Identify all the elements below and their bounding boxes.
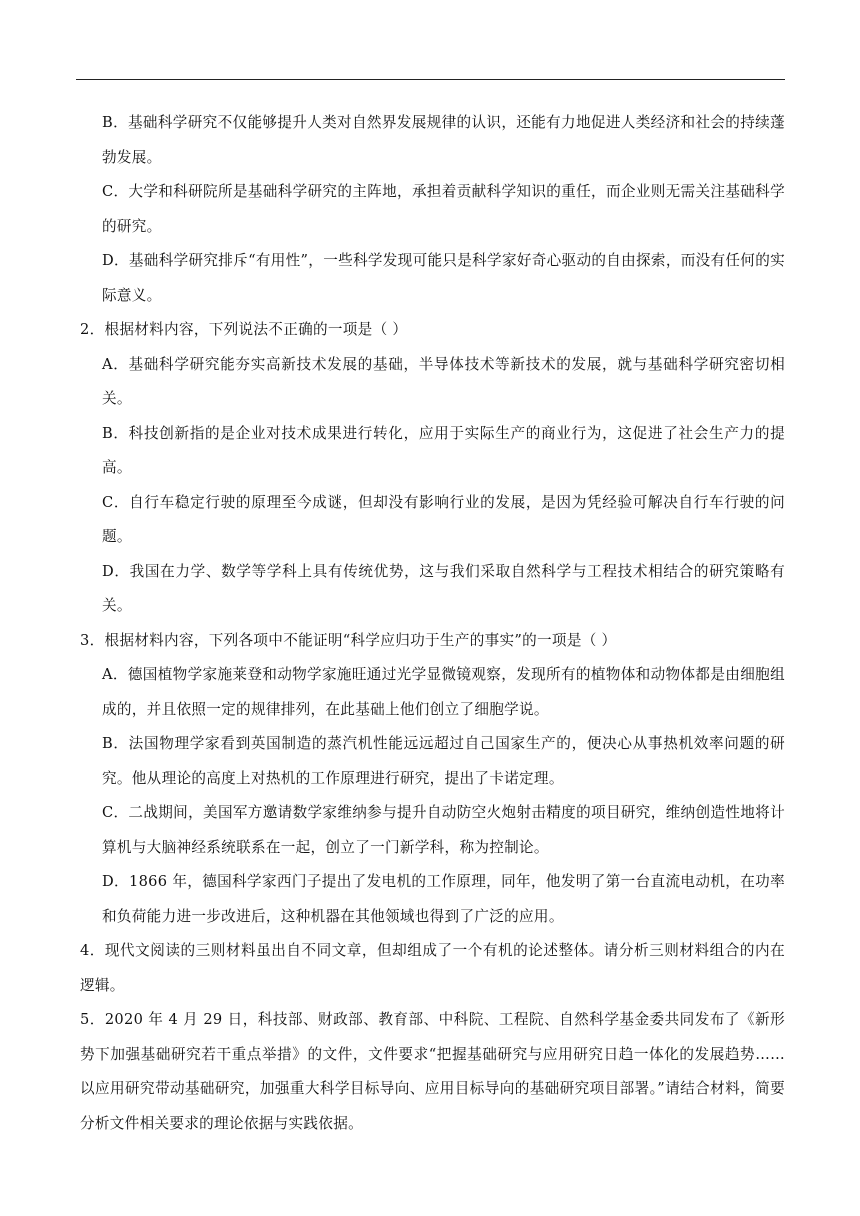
q4-text: 4．现代文阅读的三则材料虽出自不同文章，但却组成了一个有机的论述整体。请分析三则材料组合的内在逻辑。: [80, 942, 785, 994]
q2-option-c: C．自行车稳定行驶的原理至今成谜，但却没有影响行业的发展，是因为凭经验可解决自行车行驶的问题。: [102, 493, 785, 545]
document-body: [76, 106, 785, 1141]
q5-text: 5．2020 年 4 月 29 日，科技部、财政部、教育部、中科院、工程院、自然科学基金委共同发布了《新形势下加强基础研究若干重点举措》的文件，文件要求“把握基础研究与应用研究日趋一体化的发展趋势……以应用研究带动基础研究，加强重大科学目标导向、应用目标导向的基础研究项目部署。”请结合材料，简要分析文件相关要求的理论依据与实践依据。: [80, 1011, 785, 1132]
q3-option-c: C．二战期间，美国军方邀请数学家维纳参与提升自动防空火炮射击精度的项目研究，维纳创造性地将计算机与大脑神经系统联系在一起，创立了一门新学科，称为控制论。: [102, 804, 785, 856]
q2-stem: 2．根据材料内容，下列说法不正确的一项是（ ）: [80, 321, 408, 338]
q1-option-b: B．基础科学研究不仅能够提升人类对自然界发展规律的认识，还能有力地促进人类经济和社会的持续蓬勃发展。: [102, 114, 785, 166]
q3-option-d: D．1866 年，德国科学家西门子提出了发电机的工作原理，同年，他发明了第一台直流电动机，在功率和负荷能力进一步改进后，这种机器在其他领域也得到了广泛的应用。: [102, 873, 785, 925]
q1-option-d: D．基础科学研究排斥“有用性”，一些科学发现可能只是科学家好奇心驱动的自由探索，而没有任何的实际意义。: [102, 252, 785, 304]
q3-stem: 3．根据材料内容，下列各项中不能证明“科学应归功于生产的事实”的一项是（ ）: [80, 631, 617, 649]
q3-option-b: B．法国物理学家看到英国制造的蒸汽机性能远远超过自己国家生产的，便决心从事热机效率问题的研究。他从理论的高度上对热机的工作原理进行研究，提出了卡诺定理。: [102, 735, 785, 787]
q2-option-a: A．基础科学研究能夯实高新技术发展的基础，半导体技术等新技术的发展，就与基础科学研究密切相关。: [102, 355, 785, 407]
q2-option-d: D．我国在力学、数学等学科上具有传统优势，这与我们采取自然科学与工程技术相结合的研究策略有关。: [102, 562, 785, 614]
header-rule: [76, 79, 785, 80]
q2-option-b: B．科技创新指的是企业对技术成果进行转化，应用于实际生产的商业行为，这促进了社会生产力的提高。: [102, 424, 785, 476]
q1-option-c: C．大学和科研院所是基础科学研究的主阵地，承担着贡献科学知识的重任，而企业则无需关注基础科学的研究。: [102, 183, 785, 235]
q3-option-a: A．德国植物学家施莱登和动物学家施旺通过光学显微镜观察，发现所有的植物体和动物体都是由细胞组成的，并且依照一定的规律排列，在此基础上他们创立了细胞学说。: [102, 666, 785, 718]
